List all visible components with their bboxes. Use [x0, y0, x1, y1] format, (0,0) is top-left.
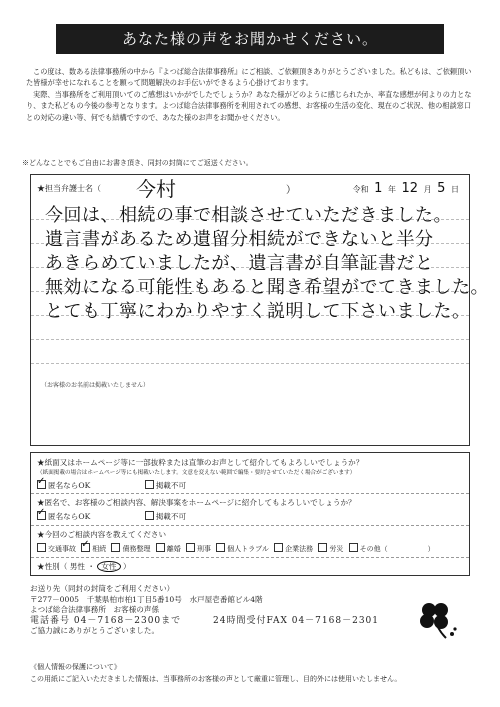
- gender-close: ）: [123, 562, 131, 571]
- q1-no-publish-checkbox[interactable]: [145, 480, 154, 489]
- fax-number: 04－7168－2301: [291, 615, 379, 626]
- date-day: 5: [437, 181, 446, 196]
- free-writing-note: ※どんなことでもご自由にお書き頂き、同封の封筒にてご返送ください。: [22, 159, 253, 167]
- date-month-unit: 月: [423, 185, 432, 194]
- category-label: 企業法務: [285, 545, 314, 553]
- divider: [31, 493, 469, 494]
- lawyer-name: 今村: [136, 177, 176, 201]
- q2-anonymous-checkbox[interactable]: [37, 511, 46, 520]
- phone-label: 電話番号: [30, 615, 71, 626]
- handwritten-line-4: 無効になる可能性もあると聞き希望がでてきました。: [45, 277, 489, 298]
- category-label: 債務整理: [122, 545, 151, 553]
- category-checkbox-debt[interactable]: [111, 543, 120, 552]
- date-field: [353, 181, 459, 196]
- question-2-options: [37, 511, 208, 522]
- gender-female-circled[interactable]: 女性: [97, 561, 120, 572]
- intro-paragraph-1: この度は、数ある法律事務所の中から『よつば総合法律事務所』にご相談、ご依頼頂きありがとうございました。私どもは、ご依頼頂いた皆様が幸せになれることを願って問題解決のお手伝いができるよう心掛けております。: [26, 67, 472, 88]
- question-3: ★今回のご相談内容を教えてください: [37, 530, 167, 539]
- category-label: 労災: [329, 545, 344, 553]
- category-checkbox-traffic[interactable]: [37, 543, 46, 552]
- footer: [30, 584, 379, 637]
- intro-text: [26, 66, 474, 123]
- handwritten-line-1: 今回は、相続の事で相談させていただきました。: [45, 205, 452, 226]
- handwritten-line-5: とても丁寧にわかりやすく説明して下さいました。: [45, 301, 471, 322]
- q2-no-publish-checkbox[interactable]: [145, 511, 154, 520]
- category-list: [37, 543, 438, 554]
- category-checkbox-inheritance[interactable]: [81, 543, 90, 552]
- thanks-text: ご協力誠にありがとうございました。: [30, 626, 160, 636]
- phone-number: 04－7168－2300まで: [73, 615, 182, 626]
- category-label: 刑事: [196, 545, 211, 553]
- category-checkbox-other[interactable]: [349, 543, 358, 552]
- category-checkbox-personal[interactable]: [216, 543, 225, 552]
- category-label: 個人トラブル: [227, 545, 269, 553]
- lawyer-close: ）: [286, 185, 296, 196]
- q1-no-publish-label: 掲載不可: [155, 481, 187, 490]
- privacy-title: 《個人情報の保護について》: [30, 663, 121, 671]
- date-year: 1: [374, 181, 383, 196]
- gender-label: ★性別（: [37, 562, 68, 571]
- intro-paragraph-2: 実際、当事務所をご利用頂いてのご感想はいかがでしたでしょうか？あなた様がどのように感じられたか、率直な感想が何よりの力となり、また私どもの今後の参考となります。よつば総合法律事務所を利用されての感想、お客様の生活の変化、現在のご状況、他の相談窓口との対応の違い等、何でも結構ですので、あなた様のお声をお聞かせください。: [26, 89, 472, 122]
- ruled-line: [31, 339, 469, 340]
- category-checkbox-corporate[interactable]: [274, 543, 283, 552]
- q1-anonymous-label: 匿名ならOK: [48, 481, 91, 490]
- date-year-unit: 年: [387, 185, 396, 194]
- category-close: ）: [427, 545, 435, 553]
- date-day-unit: 日: [451, 185, 459, 194]
- category-label: 交通事故: [48, 545, 76, 553]
- q2-anonymous-label: 匿名ならOK: [48, 512, 91, 521]
- page-title: あなた様の声をお聞かせください。: [56, 24, 444, 54]
- lawyer-label: ★担当弁護士名（: [37, 184, 101, 193]
- date-month: 12: [401, 181, 419, 196]
- gender-separator: ・: [87, 562, 95, 571]
- q1-anonymous-checkbox[interactable]: [37, 480, 46, 489]
- question-2: ★匿名で、お客様のご相談内容、解決事案をホームページに紹介してもよろしいでしょうか？: [37, 498, 356, 507]
- category-label: 離婚: [166, 545, 181, 553]
- ruled-line: [31, 363, 469, 364]
- handwritten-line-3: あきらめていましたが、遺言書が自筆証書だと: [45, 253, 434, 274]
- message-box: [30, 174, 489, 446]
- send-to-label: お送り先（同封の封筒をご利用ください）: [30, 584, 175, 593]
- anonymity-note: （お客様のお名前は掲載いたしません）: [41, 382, 150, 389]
- category-checkbox-workplace[interactable]: [318, 543, 327, 552]
- question-1: ★紙面又はホームページ等に一部抜粋または直筆のお声として紹介してもよろしいでしょうか？: [37, 458, 364, 467]
- office-name: よつば総合法律事務所 お客様の声係: [30, 605, 160, 615]
- clover-logo-icon: [412, 596, 458, 642]
- date-era: 令和: [352, 185, 369, 194]
- fax-label: 24時間受付FAX: [213, 615, 288, 626]
- handwritten-line-2: 遺言書があるため遺留分相続ができないと半分: [45, 229, 434, 250]
- gender-row: [37, 561, 131, 572]
- divider: [31, 557, 469, 558]
- q2-no-publish-label: 掲載不可: [155, 512, 187, 521]
- questions-box: [30, 452, 470, 576]
- address: 〒277－0005 千葉県柏市柏1丁目5番10号 水戸屋壱番館ビル4階: [30, 594, 263, 604]
- category-label: 相続: [92, 545, 107, 553]
- privacy-text: この用紙にご記入いただきました情報は、当事務所のお客様の声として厳重に管理し、目的外には使用いたしません。: [30, 675, 402, 683]
- contact-row: [30, 616, 379, 627]
- question-1-options: [37, 480, 208, 491]
- divider: [31, 525, 469, 526]
- question-1-note: （紙面掲載の場合はホームページ等にも掲載いたします。文意を変えない範囲で編集・要約させていただく場合がございます）: [37, 470, 356, 476]
- category-checkbox-criminal[interactable]: [186, 543, 195, 552]
- gender-male[interactable]: 男性: [69, 562, 85, 571]
- category-checkbox-divorce[interactable]: [156, 543, 165, 552]
- category-label: その他（: [359, 545, 388, 553]
